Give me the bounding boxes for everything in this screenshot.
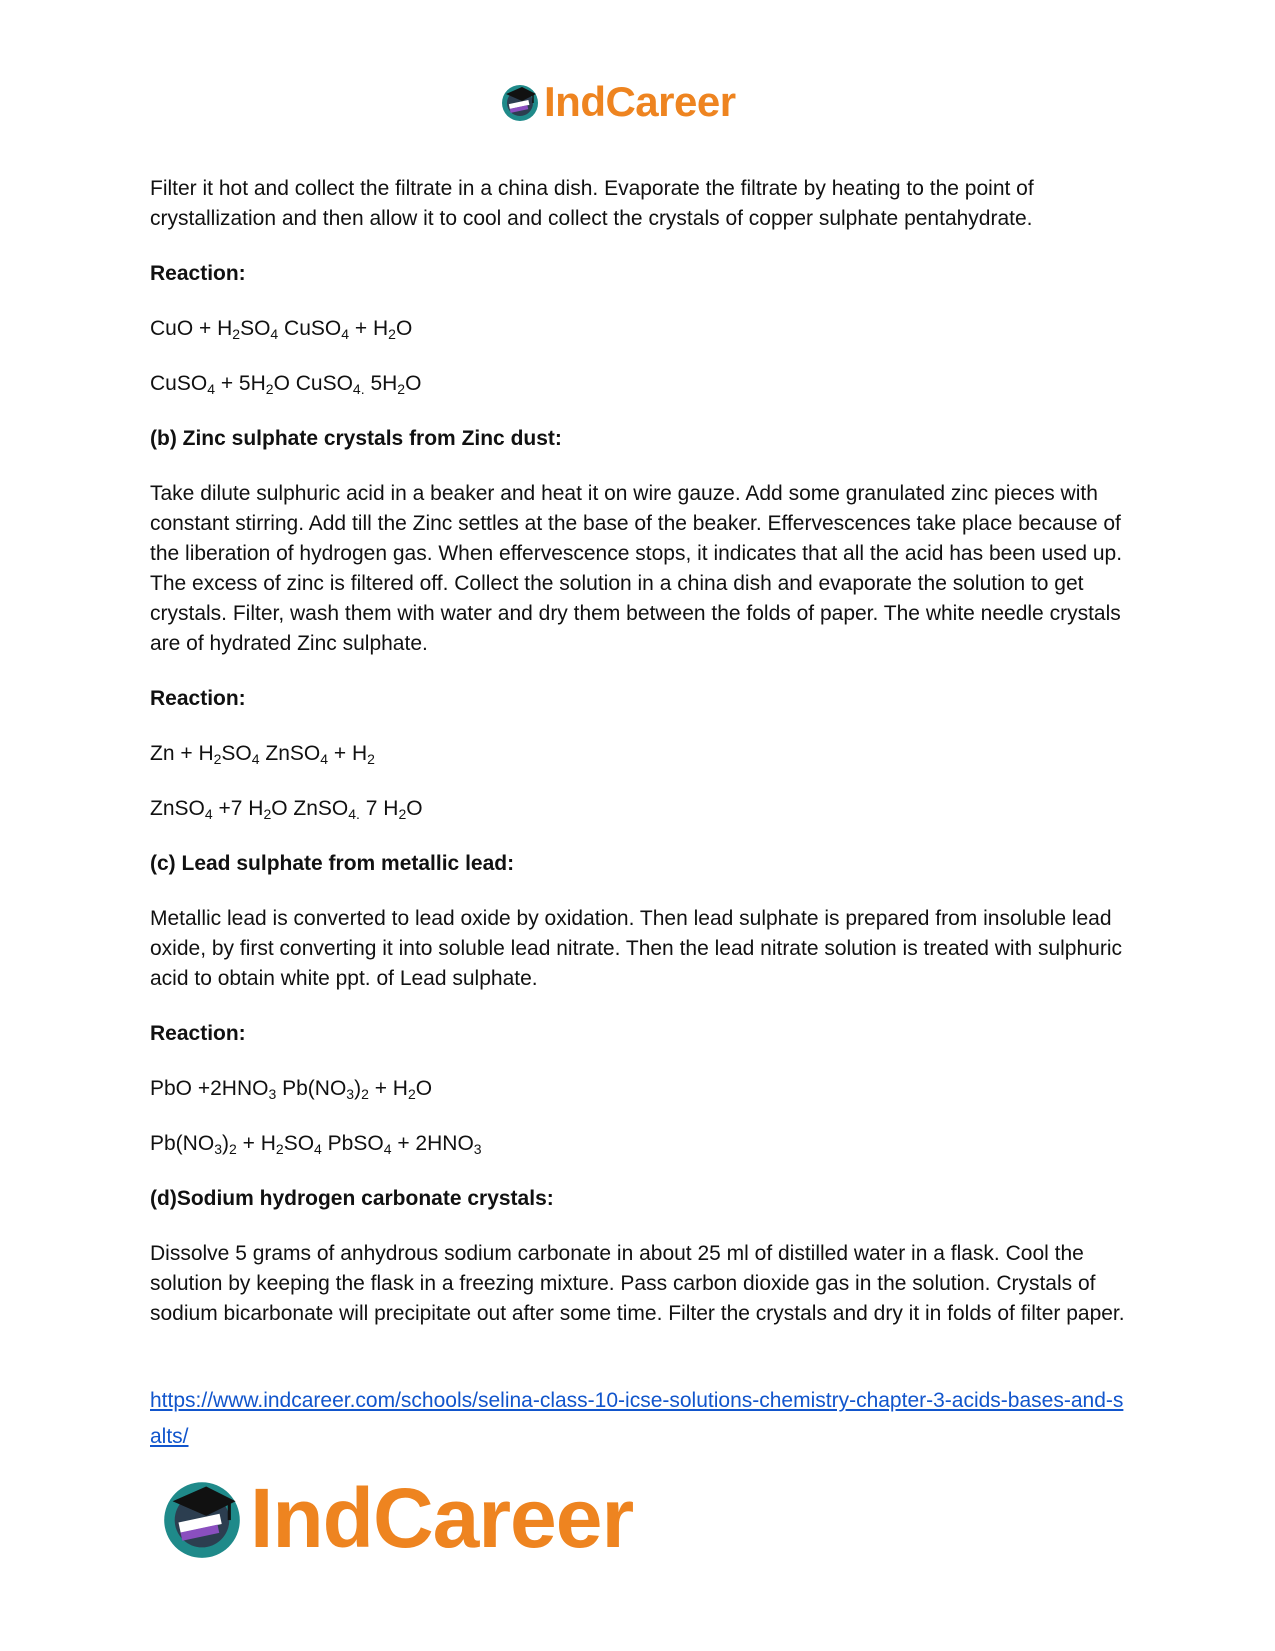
intro-paragraph: Filter it hot and collect the filtrate in a china dish. Evaporate the filtrate by heating to the point of crystallization and then allow it to cool and collect the crystals of copper sulphate pentahydrate. (150, 177, 1034, 230)
reaction-heading-b: Reaction: (150, 687, 246, 710)
footer-logo (160, 1468, 633, 1568)
document-body (150, 174, 1135, 1354)
section-b-body: Take dilute sulphuric acid in a beaker and heat it on wire gauze. Add some granulated zinc pieces with constant stirring. Add till the Zinc settles at the base of the beaker. Effervescences take place because of the liberation of hydrogen gas. When effervescence stops, it indicates that all the acid has been used up. The excess of zinc is filtered off. Collect the solution in a china dish and evaporate the solution to get crystals. Filter, wash them with water and dry them between the folds of paper. The white needle crystals are of hydrated Zinc sulphate. (150, 482, 1123, 655)
section-d-heading: (d)Sodium hydrogen carbonate crystals: (150, 1187, 554, 1210)
section-c-body: Metallic lead is converted to lead oxide by oxidation. Then lead sulphate is prepared from insoluble lead oxide, by first converting it into soluble lead nitrate. Then the lead nitrate solution is treated with sulphuric acid to obtain white ppt. of Lead sulphate. (150, 907, 1122, 990)
equation-a1: CuO + $H_2SO_4$ CuSO$_4$ + $H_2O$ (150, 317, 413, 342)
section-c-heading: (c) Lead sulphate from metallic lead: (150, 852, 515, 875)
equation-c2: $Pb(NO_3)_2 + H_2SO_4$ PbSO$_4$ + $2HNO_3$ (150, 1132, 482, 1157)
reaction-heading-a: Reaction: (150, 262, 246, 285)
source-link[interactable]: https://www.indcareer.com/schools/selina-class-10-icse-solutions-chemistry-chapter-3-acids-bases-and-salts/ (150, 1389, 1124, 1448)
header-logo (500, 76, 736, 128)
footer-logo-text: IndCareer (250, 1470, 634, 1565)
header-logo-text: IndCareer (544, 78, 736, 125)
equation-b2: ZnSO$_4$ +7 $H_2O$ ZnSO$_{4.}$ 7 $H_2O$ (150, 797, 423, 822)
section-d-body: Dissolve 5 grams of anhydrous sodium carbonate in about 25 ml of distilled water in a flask. Cool the solution by keeping the flask in a freezing mixture. Pass carbon dioxide gas in the solution. Crystals of sodium bicarbonate will precipitate out after some time. Filter the crystals and dry it in folds of filter paper. (150, 1242, 1125, 1325)
graduation-cap-icon (160, 1476, 244, 1560)
section-b-heading: (b) Zinc sulphate crystals from Zinc dust: (150, 427, 562, 450)
graduation-cap-icon (500, 82, 540, 122)
equation-a2: CuSO$_4$ + $5H_2O$ CuSO$_{4.}$ $5H_2O$ (150, 372, 422, 397)
reaction-heading-c: Reaction: (150, 1022, 246, 1045)
equation-b1: $Zn + H_2SO_4$ ZnSO$_4$ + $H_2$ (150, 742, 375, 767)
equation-c1: PbO $+2HNO_3$ $Pb(NO_3)_2 + H_2O$ (150, 1077, 433, 1102)
